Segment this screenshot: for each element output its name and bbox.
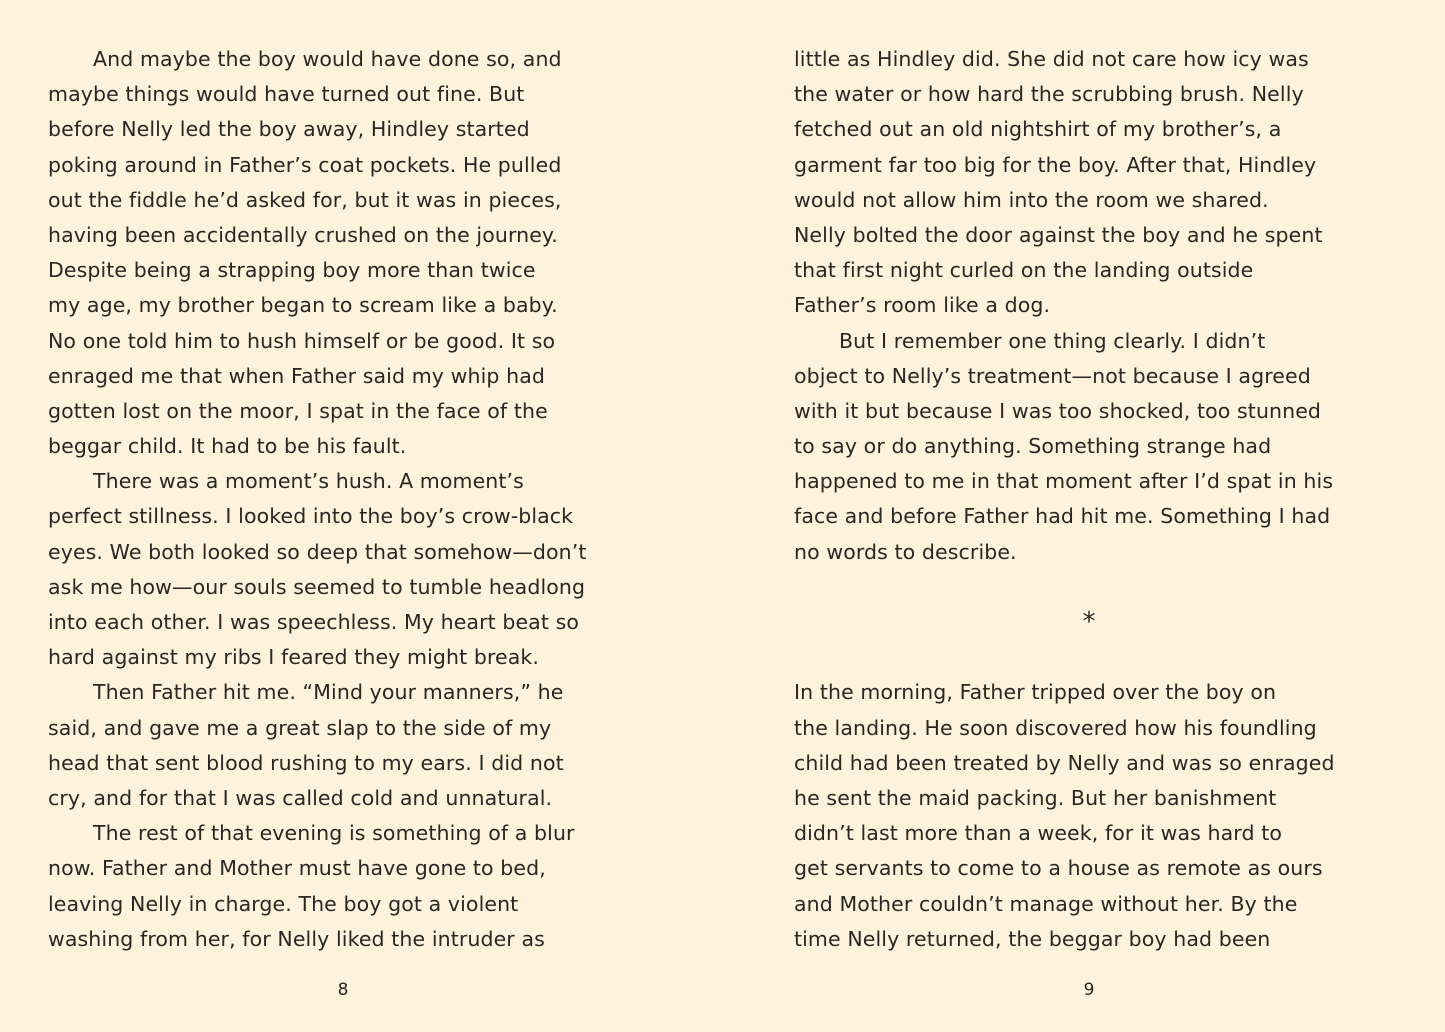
text-line: no words to describe. xyxy=(794,539,1017,564)
text-line: now. Father and Mother must have gone to bed, xyxy=(48,856,546,881)
text-line: And maybe the boy would have done so, and xyxy=(93,47,562,71)
text-line: poking around in Father’s coat pockets. He pulled xyxy=(48,152,562,177)
text-line: having been accidentally crushed on the journey. xyxy=(48,222,558,247)
text-line: hard against my ribs I feared they might break. xyxy=(48,645,540,670)
text-line: leaving Nelly in charge. The boy got a violent xyxy=(48,891,519,916)
text-line: garment far too big for the boy. After that, Hindley xyxy=(794,152,1317,177)
text-line: the landing. He soon discovered how his foundling xyxy=(794,715,1317,740)
scene-break-asterisk: * xyxy=(1082,606,1096,637)
text-line: happened to me in that moment after I’d spat in his xyxy=(794,469,1334,494)
text-line: Nelly bolted the door against the boy and he spent xyxy=(794,222,1323,247)
right-page-text-after-break xyxy=(794,675,1394,957)
text-line: into each other. I was speechless. My heart beat so xyxy=(48,610,580,634)
text-line: face and before Father had hit me. Something I had xyxy=(794,504,1331,529)
text-line: out the fiddle he’d asked for, but it was in pieces, xyxy=(48,187,562,212)
text-line: Despite being a strapping boy more than twice xyxy=(48,258,536,283)
text-line: fetched out an old nightshirt of my brother’s, a xyxy=(794,117,1282,142)
text-line: to say or do anything. Something strange had xyxy=(794,434,1272,459)
text-line: gotten lost on the moor, I spat in the face of the xyxy=(48,398,548,423)
text-line: perfect stillness. I looked into the boy’s crow-black xyxy=(48,504,574,529)
text-line: object to Nelly’s treatment—not because I agreed xyxy=(794,363,1311,388)
text-line: that first night curled on the landing outside xyxy=(794,258,1254,283)
text-line: head that sent blood rushing to my ears. I did not xyxy=(48,750,564,775)
text-line: beggar child. It had to be his fault. xyxy=(48,434,407,459)
text-line: before Nelly led the boy away, Hindley started xyxy=(48,117,530,142)
text-line: But I remember one thing clearly. I didn’t xyxy=(839,328,1266,353)
text-line: get servants to come to a house as remote as ours xyxy=(794,856,1323,881)
text-line: washing from her, for Nelly liked the intruder as xyxy=(48,926,545,951)
text-line: enraged me that when Father said my whip had xyxy=(48,363,545,388)
text-line: cry, and for that I was called cold and unnatural. xyxy=(48,785,553,810)
text-line: he sent the maid packing. But her banishment xyxy=(794,785,1277,810)
text-line: the water or how hard the scrubbing brush. Nelly xyxy=(794,82,1304,107)
text-line: my age, my brother began to scream like a baby. xyxy=(48,293,558,318)
text-line: little as Hindley did. She did not care how icy was xyxy=(794,47,1309,71)
page-number-left: 8 xyxy=(337,980,349,1000)
text-line: didn’t last more than a week, for it was hard to xyxy=(794,821,1282,846)
text-line: ask me how—our souls seemed to tumble headlong xyxy=(48,574,586,599)
text-line: time Nelly returned, the beggar boy had been xyxy=(794,926,1271,951)
right-page xyxy=(794,42,1394,1022)
text-line: child had been treated by Nelly and was so enraged xyxy=(794,750,1335,775)
text-line: with it but because I was too shocked, too stunned xyxy=(794,398,1322,423)
text-line: maybe things would have turned out fine. But xyxy=(48,82,525,107)
text-line: said, and gave me a great slap to the side of my xyxy=(48,715,552,740)
text-line: eyes. We both looked so deep that somehow—don’t xyxy=(48,539,587,564)
text-line: There was a moment’s hush. A moment’s xyxy=(93,469,524,494)
text-line: and Mother couldn’t manage without her. By the xyxy=(794,891,1298,916)
text-line: The rest of that evening is something of a blur xyxy=(93,821,575,846)
text-line: No one told him to hush himself or be good. It so xyxy=(48,328,556,353)
text-line: In the morning, Father tripped over the boy on xyxy=(794,680,1277,705)
text-line: Then Father hit me. “Mind your manners,” he xyxy=(93,680,564,705)
left-page xyxy=(48,42,648,1022)
left-page-text xyxy=(48,42,648,957)
text-line: Father’s room like a dog. xyxy=(794,293,1051,318)
page-number-right: 9 xyxy=(1083,980,1095,1000)
right-page-text-before-break xyxy=(794,42,1394,570)
text-line: would not allow him into the room we shared. xyxy=(794,187,1269,212)
